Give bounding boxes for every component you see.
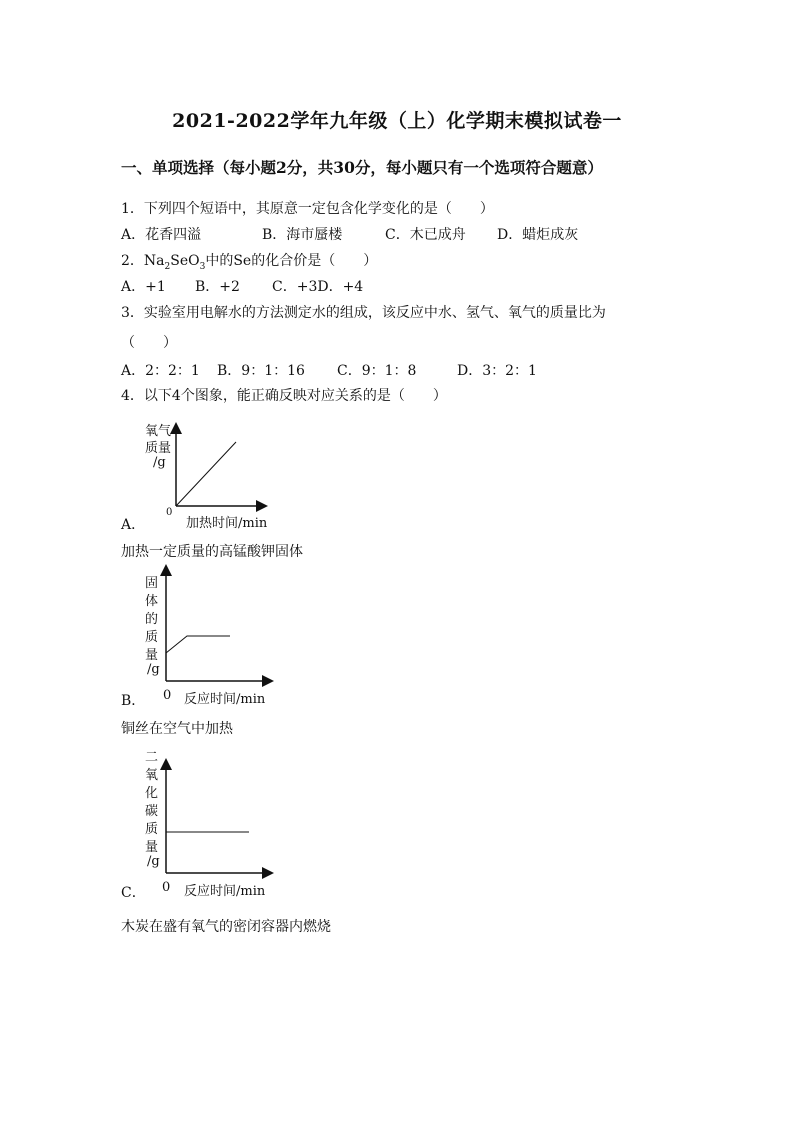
- graph-b-line: [166, 636, 230, 653]
- question-3-stem-cont: （ ）: [121, 335, 177, 351]
- q2-stem-suffix: 中的Se的化合价是（ ）: [205, 253, 378, 269]
- graph-c-ylabel-1: 二: [145, 750, 159, 765]
- graph-c-ylabel-4: 碳: [145, 804, 159, 819]
- graph-b-ylabel-2: 体: [145, 594, 159, 609]
- q1-option-c: C．木已成舟: [385, 227, 466, 243]
- graph-b-ylabel-5: 量: [145, 648, 159, 663]
- graph-c-letter: C．: [121, 885, 146, 901]
- graph-a-letter: A．: [121, 517, 146, 533]
- graph-c-origin: 0: [162, 880, 171, 895]
- q2-option-b: B．+2: [195, 279, 240, 295]
- q3-option-b: B．9：1：16: [217, 363, 305, 379]
- graph-a-ylabel-2: 质量: [145, 441, 172, 456]
- graph-c-ylabel-5: 质: [145, 822, 159, 837]
- graph-c-caption: 木炭在盛有氧气的密闭容器内燃烧: [121, 919, 331, 935]
- graph-c-ylabel-3: 化: [145, 786, 159, 801]
- q1-option-a: A．花香四溢: [121, 227, 202, 243]
- graph-a-origin: 0: [166, 507, 173, 518]
- graph-a-line: [176, 442, 236, 506]
- graph-b-ylabel-4: 质: [145, 630, 159, 645]
- q2-stem-prefix: 2．Na: [121, 253, 165, 269]
- question-4-stem: 4．以下4个图象，能正确反映对应关系的是（ ）: [121, 388, 447, 404]
- question-3-stem: 3．实验室用电解水的方法测定水的组成，该反应中水、氢气、氧气的质量比为: [121, 305, 606, 321]
- graph-c-xlabel: 反应时间/min: [184, 884, 266, 899]
- graph-a-ylabel-3: /g: [153, 455, 166, 470]
- graph-b-xlabel: 反应时间/min: [184, 692, 266, 707]
- graph-a-xlabel: 加热时间/min: [186, 516, 268, 531]
- graph-c-ylabel-2: 氧: [145, 768, 159, 783]
- graph-b-caption: 铜丝在空气中加热: [121, 721, 233, 737]
- q2-stem-formula: SeO: [170, 253, 200, 269]
- graph-c-ylabel-6: 量: [145, 840, 159, 855]
- page-title: 2021-2022学年九年级（上）化学期末模拟试卷一: [172, 110, 622, 132]
- q3-option-d: D．3：2：1: [457, 363, 537, 379]
- graph-c-ylabel-7: /g: [147, 854, 160, 869]
- q2-subscript-2: 3: [199, 261, 206, 272]
- q2-option-cd: C．+3D．+4: [272, 279, 364, 295]
- graph-a-ylabel-1: 氧气: [145, 424, 172, 439]
- q1-option-d: D．蜡炬成灰: [497, 227, 579, 243]
- q1-option-b: B．海市蜃楼: [262, 227, 343, 243]
- q3-option-a: A．2：2：1: [121, 363, 200, 379]
- graph-a-caption: 加热一定质量的高锰酸钾固体: [121, 544, 303, 560]
- question-1-stem: 1．下列四个短语中，其原意一定包含化学变化的是（ ）: [121, 201, 494, 217]
- graph-b-ylabel-6: /g: [147, 662, 160, 677]
- q3-option-c: C．9：1：8: [337, 363, 417, 379]
- section-heading: 一、单项选择（每小题2分，共30分，每小题只有一个选项符合题意）: [121, 158, 603, 177]
- q2-option-a: A．+1: [121, 279, 166, 295]
- q2-subscript-1: 2: [164, 261, 171, 272]
- graph-b-ylabel-3: 的: [145, 612, 159, 627]
- graph-b-letter: B．: [121, 693, 146, 709]
- graph-b-ylabel-1: 固: [145, 576, 159, 591]
- graph-b-origin: 0: [163, 688, 172, 703]
